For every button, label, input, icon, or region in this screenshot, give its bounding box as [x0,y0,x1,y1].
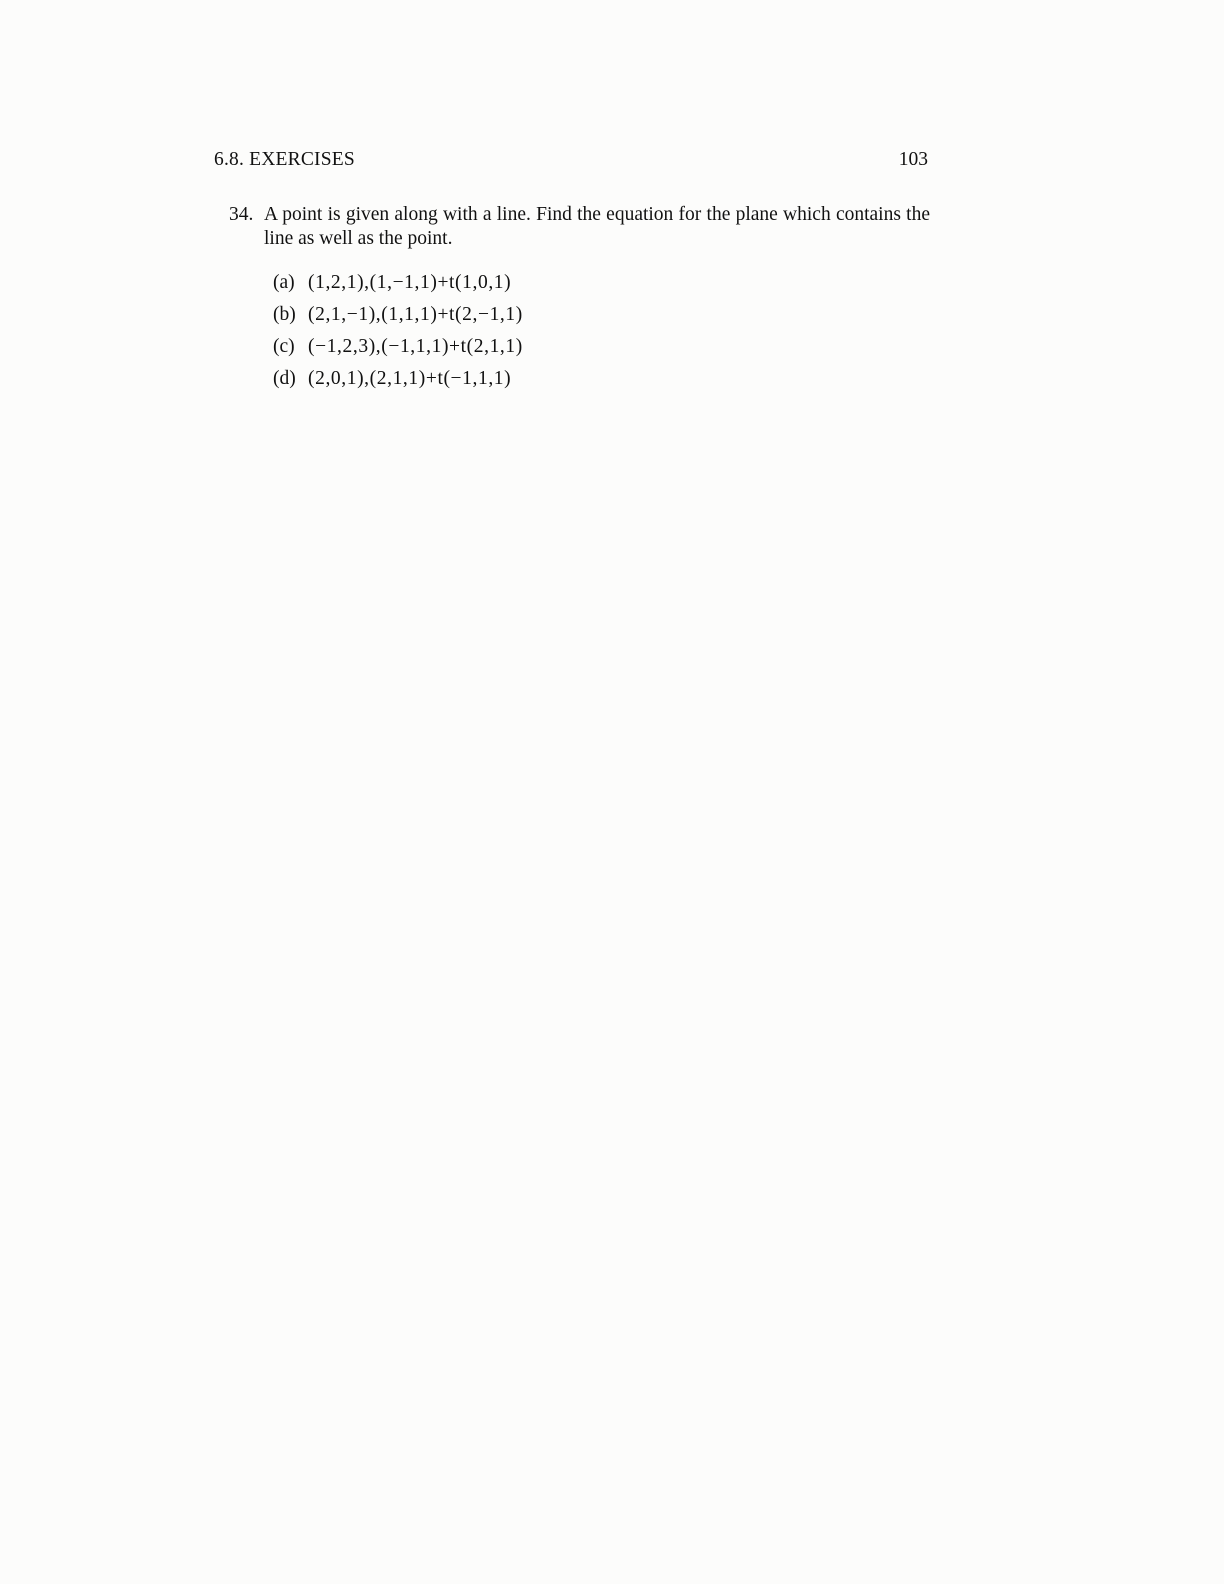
running-head [214,147,928,173]
part-label: (b) [273,304,296,325]
part-expression: (1,2,1),(1,−1,1)+t(1,0,1) [308,272,512,293]
exercise-prompt: A point is given along with a line. Find the equation for the plane which contains the line as well as the point. [264,204,930,249]
part-label: (c) [273,336,295,357]
exercise-parts-list [273,269,523,397]
page-number: 103 [898,149,928,170]
section-title: 6.8. EXERCISES [214,149,355,170]
part-expression: (2,1,−1),(1,1,1)+t(2,−1,1) [308,304,523,325]
exercise-number: 34. [229,204,254,225]
part-label: (a) [273,272,295,293]
part-expression: (2,0,1),(2,1,1)+t(−1,1,1) [308,368,512,389]
part-expression: (−1,2,3),(−1,1,1)+t(2,1,1) [308,336,523,357]
part-label: (d) [273,368,296,389]
exercise-part-c [273,333,523,365]
exercise-part-b [273,301,523,333]
exercise-part-d [273,365,523,397]
exercise-part-a [273,269,523,301]
